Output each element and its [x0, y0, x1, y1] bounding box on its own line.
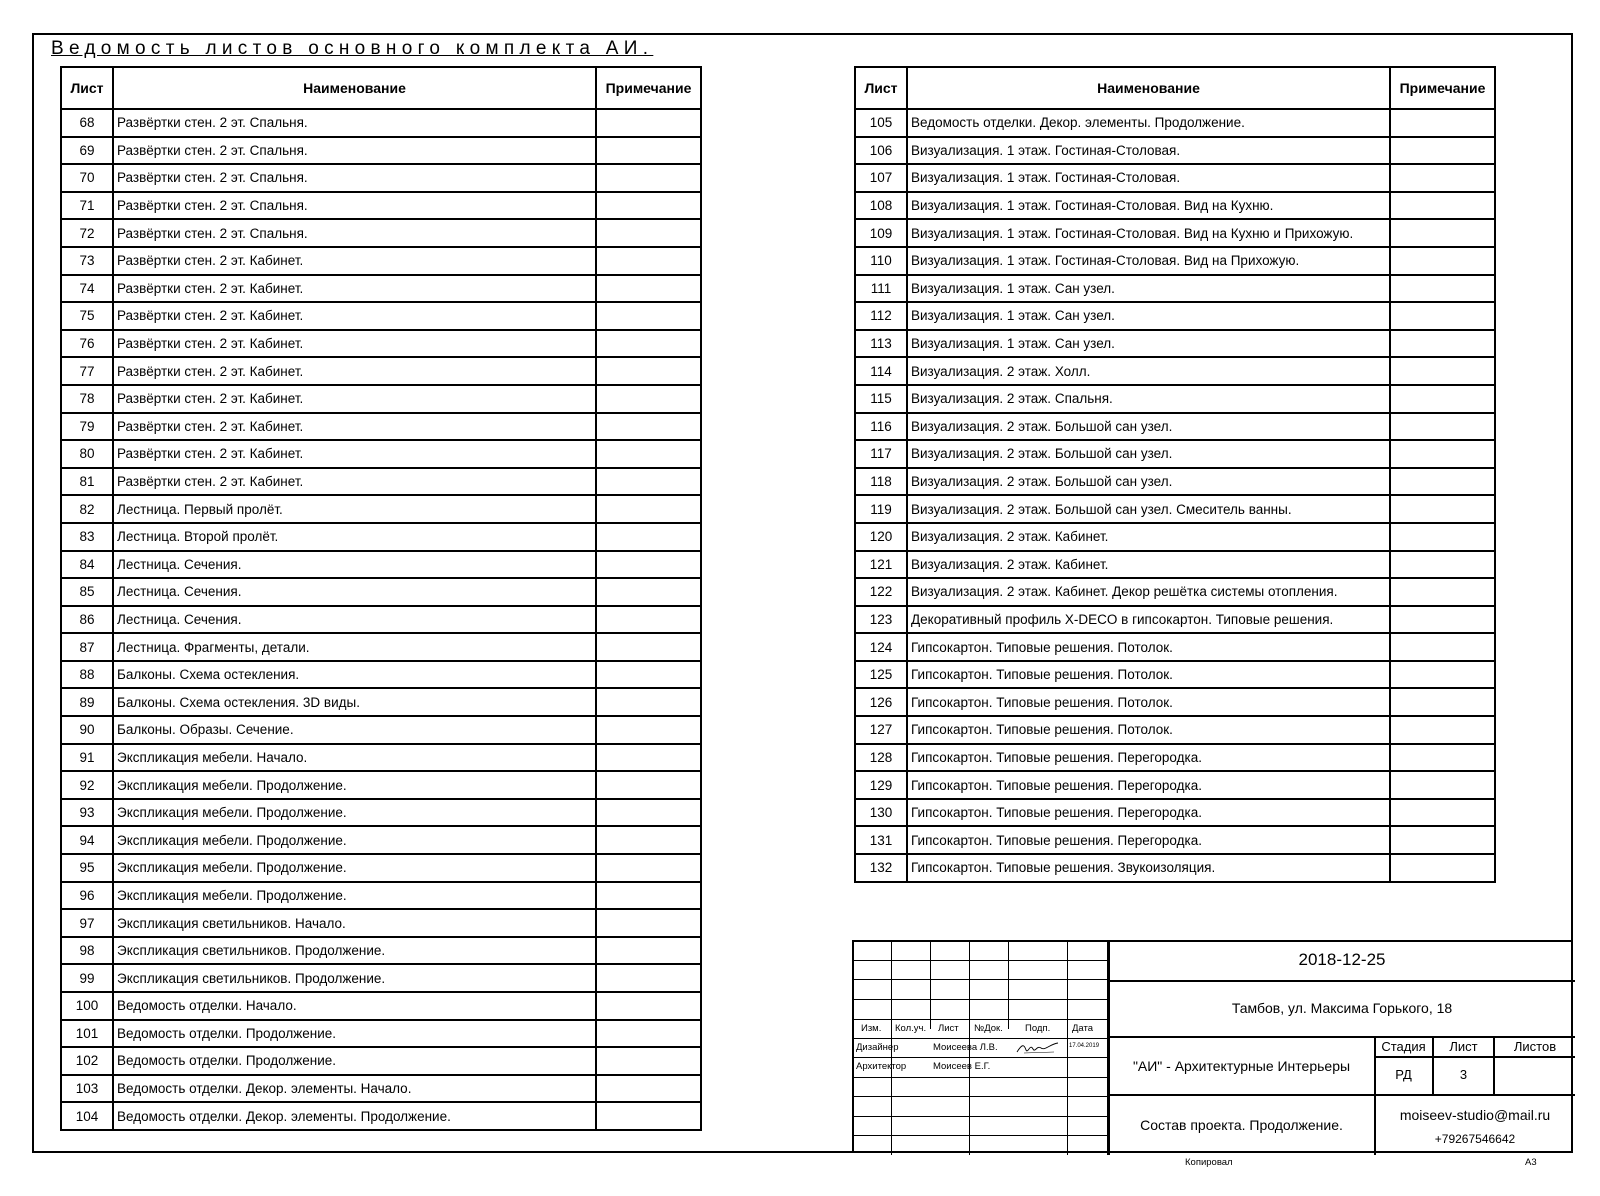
sheet-note-cell	[596, 578, 701, 606]
table-row	[855, 495, 1495, 523]
sheet-name-cell: Развёртки стен. 2 эт. Кабинет.	[113, 330, 596, 358]
sheet-name-cell: Экспликация светильников. Продолжение.	[113, 937, 596, 965]
sheet-note-cell	[596, 219, 701, 247]
sheet-list-table-right	[854, 66, 1496, 883]
sheet-name-cell: Визуализация. 2 этаж. Кабинет. Декор решётка системы отопления.	[907, 578, 1390, 606]
table-row	[61, 302, 701, 330]
sheet-number-cell: 85	[61, 578, 113, 606]
sheet-note-cell	[1390, 495, 1495, 523]
sheet-label: Лист	[1449, 1039, 1478, 1054]
sheet-number-cell: 102	[61, 1047, 113, 1075]
sheet-name-cell: Визуализация. 2 этаж. Большой сан узел.	[907, 413, 1390, 441]
sheet-number-cell: 121	[855, 551, 907, 579]
table-row	[855, 192, 1495, 220]
sheet-note-cell	[596, 247, 701, 275]
sheet-note-cell	[596, 937, 701, 965]
header-doc-number: №Док.	[974, 1023, 1003, 1034]
sheet-name-cell: Ведомость отделки. Продолжение.	[113, 1020, 596, 1048]
table-row	[61, 385, 701, 413]
sheet-name-cell: Лестница. Фрагменты, детали.	[113, 633, 596, 661]
sheet-number-cell: 124	[855, 633, 907, 661]
table-row	[855, 468, 1495, 496]
sheet-title: Состав проекта. Продолжение.	[1140, 1117, 1343, 1133]
table-header-row	[855, 67, 1495, 109]
sheet-note-cell	[596, 606, 701, 634]
table-row	[61, 1020, 701, 1048]
sheet-name-cell: Развёртки стен. 2 эт. Кабинет.	[113, 275, 596, 303]
sheet-name-cell: Балконы. Схема остекления.	[113, 661, 596, 689]
sheet-number-cell: 96	[61, 882, 113, 910]
table-row	[61, 937, 701, 965]
table-row	[61, 357, 701, 385]
sheet-number-cell: 82	[61, 495, 113, 523]
table-row	[855, 688, 1495, 716]
sheet-note-cell	[596, 357, 701, 385]
sheet-number-cell: 88	[61, 661, 113, 689]
sheet-name-cell: Визуализация. 1 этаж. Гостиная-Столовая.	[907, 164, 1390, 192]
sheet-number-cell: 114	[855, 357, 907, 385]
table-row	[61, 192, 701, 220]
sheet-number-cell: 120	[855, 523, 907, 551]
table-row	[61, 744, 701, 772]
project-address: Тамбов, ул. Максима Горького, 18	[1231, 1000, 1453, 1016]
sheet-number-cell: 91	[61, 744, 113, 772]
table-row	[61, 275, 701, 303]
table-row	[855, 164, 1495, 192]
sheet-list-table-left	[60, 66, 702, 1131]
sheet-note-cell	[1390, 440, 1495, 468]
company-name: "АИ" - Архитектурные Интерьеры	[1132, 1058, 1351, 1074]
sheet-note-cell	[1390, 164, 1495, 192]
sheet-note-cell	[596, 1102, 701, 1130]
sheet-note-cell	[1390, 744, 1495, 772]
sheet-note-cell	[596, 523, 701, 551]
sheet-name-cell: Гипсокартон. Типовые решения. Перегородка.	[907, 799, 1390, 827]
sheet-name-cell: Развёртки стен. 2 эт. Кабинет.	[113, 385, 596, 413]
sheet-note-cell	[596, 688, 701, 716]
sheet-note-cell	[596, 109, 701, 137]
table-row	[855, 661, 1495, 689]
sheet-value: 3	[1459, 1067, 1468, 1082]
table-row	[61, 854, 701, 882]
sheet-note-cell	[596, 385, 701, 413]
table-row	[61, 826, 701, 854]
header-name: Наименование	[907, 67, 1390, 109]
designer-role: Дизайнер	[856, 1042, 899, 1053]
sheet-note-cell	[1390, 688, 1495, 716]
sheet-number-cell: 119	[855, 495, 907, 523]
table-row	[855, 137, 1495, 165]
sheet-number-cell: 81	[61, 468, 113, 496]
sheet-number-cell: 73	[61, 247, 113, 275]
sheet-number-cell: 86	[61, 606, 113, 634]
sheet-number-cell: 71	[61, 192, 113, 220]
sheet-name-cell: Визуализация. 2 этаж. Большой сан узел.	[907, 440, 1390, 468]
sheet-number-cell: 113	[855, 330, 907, 358]
sheet-name-cell: Экспликация мебели. Продолжение.	[113, 771, 596, 799]
sheet-number-cell: 127	[855, 716, 907, 744]
table-row	[61, 440, 701, 468]
sheet-name-cell: Гипсокартон. Типовые решения. Потолок.	[907, 688, 1390, 716]
sheet-number-cell: 69	[61, 137, 113, 165]
sheet-note-cell	[596, 744, 701, 772]
sheet-note-cell	[1390, 633, 1495, 661]
sheet-name-cell: Развёртки стен. 2 эт. Спальня.	[113, 219, 596, 247]
sheet-number-cell: 110	[855, 247, 907, 275]
sheet-number-cell: 79	[61, 413, 113, 441]
table-row	[61, 109, 701, 137]
sheet-note-cell	[596, 661, 701, 689]
sheet-note-cell	[1390, 854, 1495, 882]
sheet-number-cell: 129	[855, 771, 907, 799]
sheet-number-cell: 111	[855, 275, 907, 303]
sheet-name-cell: Экспликация мебели. Продолжение.	[113, 854, 596, 882]
sheet-name-cell: Развёртки стен. 2 эт. Кабинет.	[113, 357, 596, 385]
sheet-note-cell	[1390, 192, 1495, 220]
sheet-number-cell: 74	[61, 275, 113, 303]
sheet-number-cell: 68	[61, 109, 113, 137]
table-row	[61, 1075, 701, 1103]
sheet-number-cell: 112	[855, 302, 907, 330]
sheet-note-cell	[596, 716, 701, 744]
table-row	[61, 219, 701, 247]
sheet-note-cell	[596, 826, 701, 854]
table-row	[61, 633, 701, 661]
architect-role: Архитектор	[856, 1061, 907, 1072]
sheet-note-cell	[596, 771, 701, 799]
sheet-name-cell: Декоративный профиль X-DECO в гипсокартон. Типовые решения.	[907, 606, 1390, 634]
table-row	[855, 302, 1495, 330]
sheet-name-cell: Развёртки стен. 2 эт. Спальня.	[113, 192, 596, 220]
sheet-name-cell: Гипсокартон. Типовые решения. Потолок.	[907, 716, 1390, 744]
header-note: Примечание	[1390, 67, 1495, 109]
table-row	[61, 882, 701, 910]
header-signature: Подп.	[1025, 1023, 1051, 1034]
sheet-note-cell	[1390, 468, 1495, 496]
title-block	[852, 940, 1573, 1153]
sheet-number-cell: 70	[61, 164, 113, 192]
table-row	[855, 716, 1495, 744]
sheet-number-cell: 84	[61, 551, 113, 579]
table-row	[855, 247, 1495, 275]
sheet-number-cell: 116	[855, 413, 907, 441]
sheet-number-cell: 98	[61, 937, 113, 965]
sheet-note-cell	[596, 1020, 701, 1048]
sheet-name-cell: Экспликация мебели. Продолжение.	[113, 826, 596, 854]
table-row	[855, 385, 1495, 413]
table-row	[61, 495, 701, 523]
sheet-name-cell: Гипсокартон. Типовые решения. Потолок.	[907, 661, 1390, 689]
sheet-number-cell: 93	[61, 799, 113, 827]
table-row	[855, 633, 1495, 661]
sheet-note-cell	[596, 137, 701, 165]
sheet-note-cell	[596, 440, 701, 468]
sheet-number-cell: 83	[61, 523, 113, 551]
sheet-number-cell: 130	[855, 799, 907, 827]
sheet-note-cell	[1390, 247, 1495, 275]
contact-phone: +79267546642	[1434, 1132, 1516, 1146]
sheet-number-cell: 100	[61, 992, 113, 1020]
sheet-note-cell	[1390, 302, 1495, 330]
document-title: Ведомость листов основного комплекта АИ.	[51, 38, 654, 59]
sheet-note-cell	[596, 854, 701, 882]
table-row	[61, 330, 701, 358]
sheet-note-cell	[596, 882, 701, 910]
sheet-name-cell: Лестница. Сечения.	[113, 606, 596, 634]
header-sheet: Лист	[855, 67, 907, 109]
table-row	[61, 523, 701, 551]
table-row	[855, 551, 1495, 579]
table-row	[61, 661, 701, 689]
architect-name: Моисеев Е.Г.	[933, 1061, 991, 1072]
table-row	[61, 909, 701, 937]
designer-date: 17.04.2019	[1069, 1043, 1100, 1049]
sheet-name-cell: Визуализация. 1 этаж. Гостиная-Столовая. Вид на Кухню.	[907, 192, 1390, 220]
table-row	[855, 578, 1495, 606]
table-header-row	[61, 67, 701, 109]
sheet-number-cell: 122	[855, 578, 907, 606]
sheet-note-cell	[1390, 606, 1495, 634]
table-row	[855, 440, 1495, 468]
sheet-note-cell	[596, 275, 701, 303]
sheet-note-cell	[596, 1047, 701, 1075]
sheet-note-cell	[596, 330, 701, 358]
sheet-name-cell: Развёртки стен. 2 эт. Кабинет.	[113, 247, 596, 275]
header-note: Примечание	[596, 67, 701, 109]
sheet-name-cell: Визуализация. 2 этаж. Холл.	[907, 357, 1390, 385]
table-row	[855, 219, 1495, 247]
sheet-number-cell: 75	[61, 302, 113, 330]
header-change: Изм.	[861, 1023, 882, 1034]
table-row	[61, 771, 701, 799]
sheet-name-cell: Визуализация. 1 этаж. Сан узел.	[907, 302, 1390, 330]
sheet-name-cell: Визуализация. 2 этаж. Спальня.	[907, 385, 1390, 413]
header-sheet: Лист	[938, 1023, 959, 1034]
sheet-number-cell: 89	[61, 688, 113, 716]
sheet-number-cell: 108	[855, 192, 907, 220]
sheet-number-cell: 72	[61, 219, 113, 247]
table-row	[855, 413, 1495, 441]
sheet-number-cell: 117	[855, 440, 907, 468]
table-row	[61, 1102, 701, 1130]
sheet-name-cell: Экспликация мебели. Начало.	[113, 744, 596, 772]
sheet-note-cell	[1390, 357, 1495, 385]
sheet-name-cell: Развёртки стен. 2 эт. Спальня.	[113, 109, 596, 137]
sheet-number-cell: 106	[855, 137, 907, 165]
sheet-note-cell	[1390, 413, 1495, 441]
header-date: Дата	[1072, 1023, 1094, 1034]
sheet-note-cell	[596, 495, 701, 523]
sheet-note-cell	[1390, 799, 1495, 827]
copied-label: Копировал	[1185, 1157, 1233, 1168]
sheet-number-cell: 132	[855, 854, 907, 882]
sheet-number-cell: 107	[855, 164, 907, 192]
sheet-note-cell	[596, 468, 701, 496]
sheet-number-cell: 76	[61, 330, 113, 358]
table-row	[855, 854, 1495, 882]
designer-name: Моисеева Л.В.	[933, 1042, 998, 1053]
sheet-note-cell	[1390, 275, 1495, 303]
sheet-number-cell: 87	[61, 633, 113, 661]
sheet-name-cell: Лестница. Сечения.	[113, 578, 596, 606]
stage-value: РД	[1395, 1067, 1412, 1082]
sheet-number-cell: 123	[855, 606, 907, 634]
sheet-name-cell: Развёртки стен. 2 эт. Кабинет.	[113, 440, 596, 468]
sheet-name-cell: Балконы. Образы. Сечение.	[113, 716, 596, 744]
sheet-number-cell: 99	[61, 964, 113, 992]
sheet-note-cell	[1390, 771, 1495, 799]
sheet-name-cell: Ведомость отделки. Начало.	[113, 992, 596, 1020]
sheet-name-cell: Визуализация. 2 этаж. Кабинет.	[907, 523, 1390, 551]
designer-signature-image	[1014, 1040, 1062, 1056]
sheet-note-cell	[596, 302, 701, 330]
sheet-number-cell: 118	[855, 468, 907, 496]
sheet-name-cell: Экспликация мебели. Продолжение.	[113, 799, 596, 827]
sheet-number-cell: 78	[61, 385, 113, 413]
sheet-note-cell	[596, 633, 701, 661]
sheet-number-cell: 126	[855, 688, 907, 716]
sheet-name-cell: Визуализация. 1 этаж. Сан узел.	[907, 330, 1390, 358]
sheet-note-cell	[596, 992, 701, 1020]
table-row	[855, 606, 1495, 634]
sheet-note-cell	[1390, 385, 1495, 413]
sheet-name-cell: Гипсокартон. Типовые решения. Звукоизоляция.	[907, 854, 1390, 882]
sheet-name-cell: Визуализация. 1 этаж. Гостиная-Столовая. Вид на Прихожую.	[907, 247, 1390, 275]
table-row	[855, 275, 1495, 303]
sheet-note-cell	[596, 964, 701, 992]
sheet-note-cell	[1390, 219, 1495, 247]
sheet-name-cell: Ведомость отделки. Декор. элементы. Начало.	[113, 1075, 596, 1103]
sheet-name-cell: Визуализация. 2 этаж. Кабинет.	[907, 551, 1390, 579]
format-label: A3	[1525, 1157, 1537, 1168]
sheet-name-cell: Гипсокартон. Типовые решения. Потолок.	[907, 633, 1390, 661]
sheet-number-cell: 95	[61, 854, 113, 882]
sheet-note-cell	[596, 551, 701, 579]
sheet-number-cell: 109	[855, 219, 907, 247]
table-row	[61, 799, 701, 827]
table-row	[855, 357, 1495, 385]
table-row	[61, 578, 701, 606]
sheet-name-cell: Визуализация. 1 этаж. Гостиная-Столовая. Вид на Кухню и Прихожую.	[907, 219, 1390, 247]
contact-email: moiseev-studio@mail.ru	[1399, 1107, 1551, 1123]
sheet-name-cell: Ведомость отделки. Декор. элементы. Продолжение.	[113, 1102, 596, 1130]
sheet-name-cell: Лестница. Второй пролёт.	[113, 523, 596, 551]
table-row	[855, 330, 1495, 358]
table-row	[61, 606, 701, 634]
sheet-name-cell: Гипсокартон. Типовые решения. Перегородка.	[907, 771, 1390, 799]
sheet-number-cell: 90	[61, 716, 113, 744]
sheet-number-cell: 131	[855, 826, 907, 854]
sheet-name-cell: Экспликация мебели. Продолжение.	[113, 882, 596, 910]
sheet-name-cell: Визуализация. 2 этаж. Большой сан узел. Смеситель ванны.	[907, 495, 1390, 523]
table-row	[855, 109, 1495, 137]
table-row	[61, 247, 701, 275]
table-row	[61, 716, 701, 744]
table-row	[61, 468, 701, 496]
sheet-name-cell: Развёртки стен. 2 эт. Спальня.	[113, 164, 596, 192]
sheet-name-cell: Визуализация. 1 этаж. Сан узел.	[907, 275, 1390, 303]
sheet-number-cell: 103	[61, 1075, 113, 1103]
sheet-note-cell	[596, 192, 701, 220]
stage-label: Стадия	[1381, 1039, 1426, 1054]
table-row	[61, 413, 701, 441]
table-row	[61, 964, 701, 992]
sheet-number-cell: 80	[61, 440, 113, 468]
sheet-note-cell	[1390, 330, 1495, 358]
sheet-name-cell: Развёртки стен. 2 эт. Кабинет.	[113, 468, 596, 496]
table-row	[855, 826, 1495, 854]
sheet-number-cell: 94	[61, 826, 113, 854]
table-row	[61, 164, 701, 192]
sheet-note-cell	[1390, 716, 1495, 744]
table-row	[855, 744, 1495, 772]
table-row	[61, 551, 701, 579]
header-name: Наименование	[113, 67, 596, 109]
sheet-number-cell: 101	[61, 1020, 113, 1048]
table-row	[855, 523, 1495, 551]
sheet-name-cell: Гипсокартон. Типовые решения. Перегородка.	[907, 826, 1390, 854]
sheet-name-cell: Гипсокартон. Типовые решения. Перегородка.	[907, 744, 1390, 772]
sheet-number-cell: 125	[855, 661, 907, 689]
sheet-note-cell	[596, 799, 701, 827]
sheet-name-cell: Развёртки стен. 2 эт. Кабинет.	[113, 302, 596, 330]
sheet-name-cell: Лестница. Сечения.	[113, 551, 596, 579]
sheet-number-cell: 97	[61, 909, 113, 937]
table-row	[61, 992, 701, 1020]
sheet-note-cell	[1390, 137, 1495, 165]
sheet-name-cell: Лестница. Первый пролёт.	[113, 495, 596, 523]
sheet-note-cell	[596, 1075, 701, 1103]
table-row	[855, 771, 1495, 799]
sheet-name-cell: Экспликация светильников. Начало.	[113, 909, 596, 937]
sheet-note-cell	[596, 164, 701, 192]
table-row	[61, 137, 701, 165]
sheet-number-cell: 77	[61, 357, 113, 385]
table-row	[855, 799, 1495, 827]
project-date: 2018-12-25	[1298, 950, 1386, 969]
sheet-note-cell	[1390, 523, 1495, 551]
sheet-name-cell: Визуализация. 2 этаж. Большой сан узел.	[907, 468, 1390, 496]
sheet-number-cell: 105	[855, 109, 907, 137]
header-sheet: Лист	[61, 67, 113, 109]
sheet-number-cell: 92	[61, 771, 113, 799]
header-count: Кол.уч.	[895, 1023, 927, 1034]
sheet-name-cell: Визуализация. 1 этаж. Гостиная-Столовая.	[907, 137, 1390, 165]
sheets-label: Листов	[1513, 1039, 1557, 1054]
sheet-number-cell: 128	[855, 744, 907, 772]
sheet-name-cell: Развёртки стен. 2 эт. Спальня.	[113, 137, 596, 165]
sheet-note-cell	[1390, 109, 1495, 137]
sheet-note-cell	[1390, 826, 1495, 854]
sheet-name-cell: Балконы. Схема остекления. 3D виды.	[113, 688, 596, 716]
sheet-number-cell: 104	[61, 1102, 113, 1130]
sheet-number-cell: 115	[855, 385, 907, 413]
sheet-note-cell	[596, 413, 701, 441]
sheet-name-cell: Ведомость отделки. Продолжение.	[113, 1047, 596, 1075]
table-row	[61, 688, 701, 716]
sheet-note-cell	[1390, 661, 1495, 689]
sheet-name-cell: Ведомость отделки. Декор. элементы. Продолжение.	[907, 109, 1390, 137]
sheet-note-cell	[1390, 578, 1495, 606]
table-row	[61, 1047, 701, 1075]
sheet-note-cell	[596, 909, 701, 937]
sheet-name-cell: Развёртки стен. 2 эт. Кабинет.	[113, 413, 596, 441]
sheet-note-cell	[1390, 551, 1495, 579]
sheet-name-cell: Экспликация светильников. Продолжение.	[113, 964, 596, 992]
